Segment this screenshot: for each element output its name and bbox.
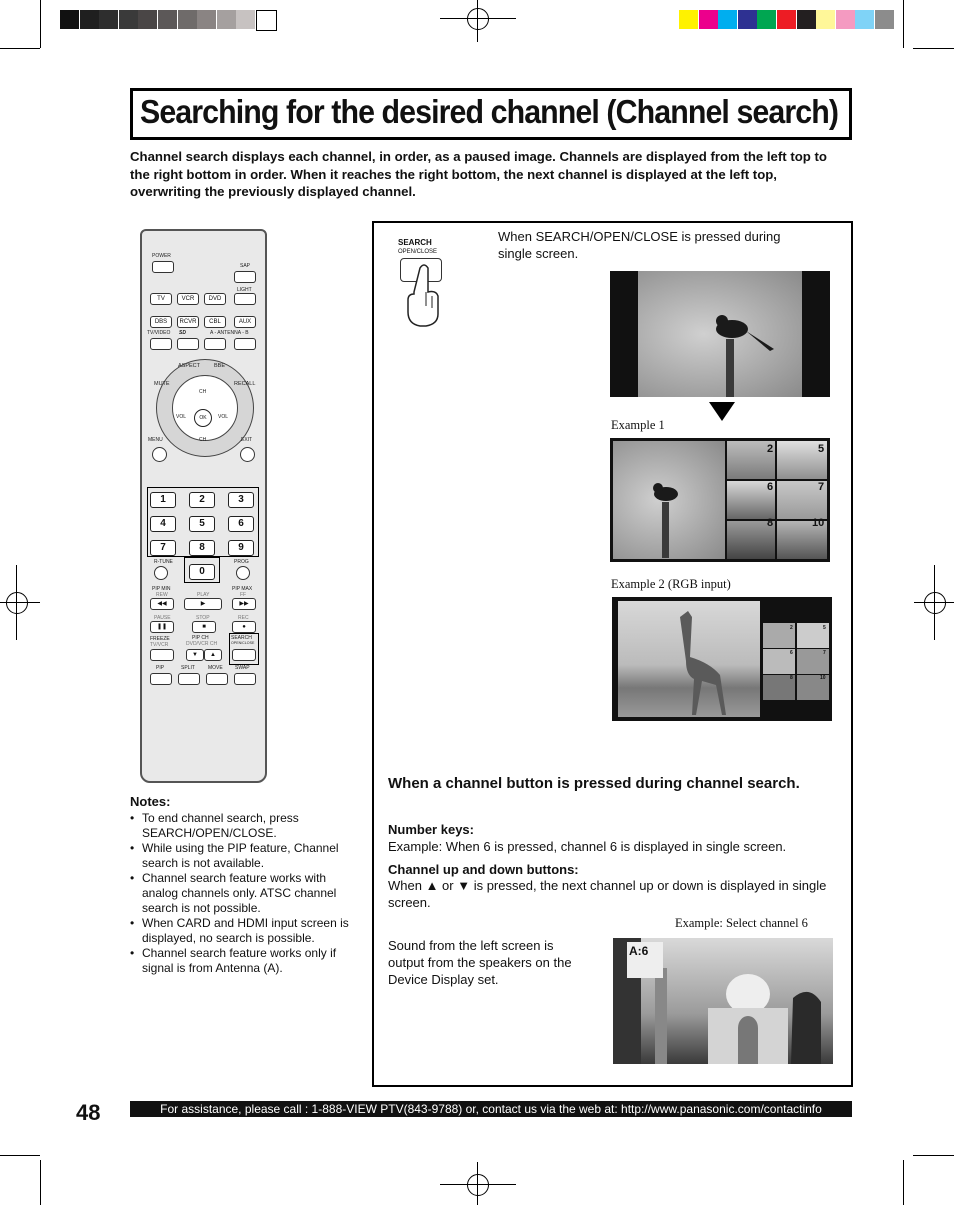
swap-label: SWAP — [235, 665, 250, 671]
note-item: • Channel search feature works with analog channels only. ATSC channel search is not possible. — [142, 871, 365, 916]
number-1-button[interactable]: 1 — [150, 492, 176, 508]
crop-mark — [40, 1160, 41, 1205]
crop-mark — [40, 0, 41, 48]
calibration-swatch — [875, 10, 894, 29]
split-label: SPLIT — [181, 665, 195, 671]
recall-label: RECALL — [234, 381, 256, 387]
grid-channel-number: 8 — [767, 517, 774, 529]
calibration-swatch — [197, 10, 216, 29]
pip-label: PIP — [156, 665, 165, 671]
remote-search-button[interactable] — [232, 649, 256, 661]
dvd-button[interactable]: DVD — [204, 293, 226, 305]
freeze-button[interactable] — [150, 649, 174, 661]
example1-multi-screen — [610, 438, 830, 562]
pause-label: PAUSE — [154, 615, 171, 621]
note-item: • Channel search feature works only if signal is from Antenna (A). — [142, 946, 365, 976]
vcr-button[interactable]: VCR — [177, 293, 199, 305]
grid-channel-number: 10 — [820, 675, 826, 681]
calibration-swatch — [256, 10, 277, 31]
channel-tag: A:6 — [627, 942, 663, 978]
power-button[interactable] — [152, 261, 174, 273]
rec-label: REC — [238, 615, 249, 621]
calibration-swatch — [836, 10, 855, 29]
registration-target-icon — [467, 1174, 489, 1196]
registration-target-icon — [6, 592, 28, 614]
remote-search-label: SEARCH — [231, 635, 252, 641]
crop-mark — [0, 48, 40, 49]
remote-control-illustration — [140, 229, 267, 783]
sap-button[interactable] — [234, 271, 256, 283]
calibration-swatch — [816, 10, 835, 29]
tvvideo-label: TV/VIDEO — [147, 330, 171, 336]
menu-button[interactable] — [152, 447, 167, 462]
pip-min-label: PIP MIN — [152, 586, 171, 592]
example2-label: Example 2 (RGB input) — [611, 577, 731, 591]
assistance-footer: For assistance, please call : 1-888-VIEW PTV(843-9788) or, contact us via the web at: http://www.panasonic.com/contactinfo — [130, 1101, 852, 1117]
calibration-swatch — [757, 10, 776, 29]
crop-mark — [903, 1160, 904, 1205]
exit-button[interactable] — [240, 447, 255, 462]
light-label: LIGHT — [237, 287, 252, 293]
pip-ch-label: PIP CH — [192, 635, 209, 641]
calibration-swatch — [60, 10, 79, 29]
calibration-swatch — [679, 10, 698, 29]
light-button[interactable] — [234, 293, 256, 305]
calibration-swatch — [178, 10, 197, 29]
play-label: PLAY — [197, 592, 210, 598]
aux-button[interactable]: AUX — [234, 316, 256, 328]
sd-logo-icon: SD — [179, 330, 186, 336]
exit-label: EXIT — [241, 437, 253, 443]
note-item: • When CARD and HDMI input screen is displayed, no search is possible. — [142, 916, 365, 946]
ch-updown-heading: Channel up and down buttons: — [388, 862, 579, 877]
example1-label: Example 1 — [611, 418, 665, 432]
mute-label: MUTE — [154, 381, 170, 387]
tv-button[interactable]: TV — [150, 293, 172, 305]
grid-channel-number: 10 — [812, 517, 825, 529]
dbs-button[interactable]: DBS — [150, 316, 172, 328]
move-label: MOVE — [208, 665, 223, 671]
rtune-button[interactable] — [154, 566, 168, 580]
intro-paragraph: Channel search displays each channel, in order, as a paused image. Channels are displayed from the left top to the right bottom in order. When it reaches the right bottom, the next channel is displayed at the left top, overwriting the previously displayed channel. — [130, 149, 827, 199]
sd-button[interactable] — [177, 338, 199, 350]
calibration-swatch — [699, 10, 718, 29]
calibration-swatch — [158, 10, 177, 29]
move-button[interactable] — [206, 673, 228, 685]
calibration-swatch — [236, 10, 255, 29]
remote-open-close-label: OPEN/CLOSE — [231, 641, 255, 645]
search-description: When SEARCH/OPEN/CLOSE is pressed during single screen. — [498, 229, 781, 261]
channel6-screen — [613, 938, 833, 1064]
calibration-swatch — [797, 10, 816, 29]
ch-down-label: CH — [199, 437, 207, 443]
vol-left-label: VOL — [176, 414, 187, 420]
number-keys-heading: Number keys: — [388, 822, 474, 837]
search-button-label: SEARCH — [398, 238, 432, 247]
split-button[interactable] — [178, 673, 200, 685]
number-9-button[interactable]: 9 — [228, 540, 254, 556]
cbl-button[interactable]: CBL — [204, 316, 226, 328]
calibration-swatch — [718, 10, 737, 29]
number-6-button[interactable]: 6 — [228, 516, 254, 532]
grid-channel-number: 7 — [823, 650, 826, 656]
crop-mark — [913, 1155, 954, 1156]
menu-label: MENU — [148, 437, 163, 443]
pip-ch-down-button[interactable]: ▼ — [186, 649, 204, 661]
power-label: POWER — [152, 253, 171, 259]
example2-multi-screen — [612, 597, 832, 721]
grid-channel-number: 5 — [818, 443, 825, 455]
section-heading: When a channel button is pressed during channel search. — [388, 775, 800, 792]
calibration-swatch — [855, 10, 874, 29]
grid-channel-number: 8 — [790, 675, 793, 681]
search-button-sublabel: OPEN/CLOSE — [398, 249, 438, 255]
calibration-swatch — [138, 10, 157, 29]
note-item: • To end channel search, press SEARCH/OPEN/CLOSE. — [142, 811, 365, 841]
calibration-swatch — [119, 10, 138, 29]
number-8-button[interactable]: 8 — [189, 540, 215, 556]
rew-label: REW — [156, 592, 168, 598]
ch-up-label: CH — [199, 389, 207, 395]
grid-channel-number: 7 — [818, 481, 825, 493]
ff-button[interactable]: ▶▶ — [232, 598, 256, 610]
registration-target-icon — [924, 592, 946, 614]
calibration-swatch — [738, 10, 757, 29]
prog-label: PROG — [234, 559, 249, 565]
ff-label: FF — [240, 592, 247, 598]
number-7-button[interactable]: 7 — [150, 540, 176, 556]
pressing-finger-icon — [404, 262, 444, 328]
crop-mark — [913, 48, 954, 49]
number-2-button[interactable]: 2 — [189, 492, 215, 508]
freeze-label: FREEZE — [150, 636, 170, 642]
bbe-label: BBE — [214, 363, 226, 369]
select-example-label: Example: Select channel 6 — [675, 916, 808, 930]
calibration-swatch — [217, 10, 236, 29]
crop-mark — [903, 0, 904, 48]
calibration-swatch — [80, 10, 99, 29]
pause-button[interactable]: ❚❚ — [150, 621, 174, 633]
calibration-swatch — [99, 10, 118, 29]
antenna-label: A - ANTENNA - B — [210, 330, 249, 336]
page-number: 48 — [76, 1100, 101, 1125]
grid-channel-number: 6 — [790, 650, 793, 656]
number-0-button[interactable]: 0 — [189, 564, 215, 580]
grid-channel-number: 6 — [767, 481, 774, 493]
stop-button[interactable]: ■ — [192, 621, 216, 633]
ok-button[interactable]: OK — [194, 409, 212, 427]
number-5-button[interactable]: 5 — [189, 516, 215, 532]
rew-button[interactable]: ◀◀ — [150, 598, 174, 610]
calibration-swatch — [777, 10, 796, 29]
dvdvcr-ch-label: DVD/VCR CH — [186, 641, 218, 647]
rec-button[interactable]: ● — [232, 621, 256, 633]
sound-text: Sound from the left screen is output from the speakers on the Device Display set. — [388, 938, 572, 987]
vol-right-label: VOL — [218, 414, 229, 420]
pip-button[interactable] — [150, 673, 172, 685]
swap-button[interactable] — [234, 673, 256, 685]
grid-channel-number: 5 — [823, 625, 826, 631]
antenna-a-button[interactable] — [204, 338, 226, 350]
number-4-button[interactable]: 4 — [150, 516, 176, 532]
notes-section — [130, 794, 365, 976]
play-button[interactable]: ▶ — [184, 598, 222, 610]
crop-mark — [0, 1155, 40, 1156]
rtune-label: R-TUNE — [154, 559, 173, 565]
number-keys-text: Example: When 6 is pressed, channel 6 is displayed in single screen. — [388, 839, 787, 854]
pip-ch-up-button[interactable]: ▲ — [204, 649, 222, 661]
prog-button[interactable] — [236, 566, 250, 580]
aspect-label: ASPECT — [178, 363, 201, 369]
pip-max-label: PIP MAX — [232, 586, 253, 592]
page-title: Searching for the desired channel (Channel search) — [140, 93, 839, 130]
grid-channel-number: 2 — [767, 443, 774, 455]
direction-pad[interactable] — [172, 375, 238, 441]
sap-label: SAP — [240, 263, 251, 269]
down-arrow-icon — [709, 402, 735, 421]
tvvcr-label: TV/VCR — [150, 642, 169, 648]
ch-updown-text: When ▲ or ▼ is pressed, the next channel up or down is displayed in single screen. — [388, 878, 827, 910]
registration-target-icon — [467, 8, 489, 30]
antenna-b-button[interactable] — [234, 338, 256, 350]
note-item: • While using the PIP feature, Channel search is not available. — [142, 841, 365, 871]
notes-heading: Notes: — [130, 794, 171, 809]
grid-channel-number: 2 — [790, 625, 793, 631]
stop-label: STOP — [196, 615, 210, 621]
number-3-button[interactable]: 3 — [228, 492, 254, 508]
single-screen-image — [610, 271, 830, 397]
rcvr-button[interactable]: RCVR — [177, 316, 199, 328]
tvvideo-button[interactable] — [150, 338, 172, 350]
